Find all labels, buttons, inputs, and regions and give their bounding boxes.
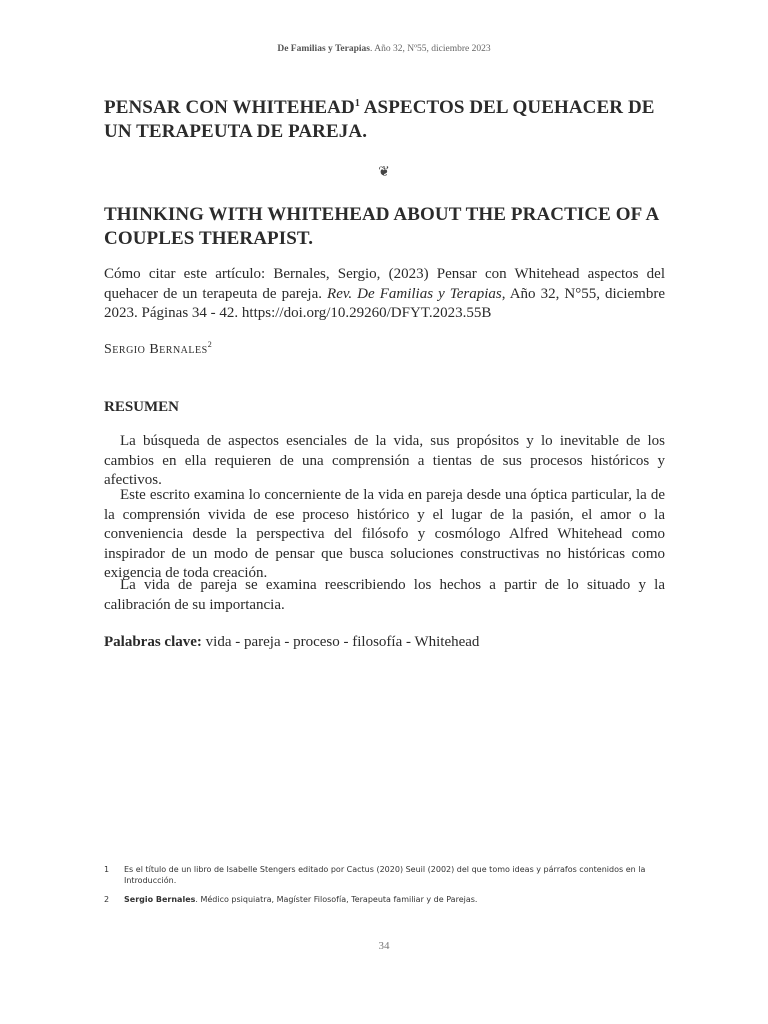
title-spanish — [104, 96, 669, 144]
footnote-ref-1[interactable]: 1 — [354, 98, 360, 109]
footnote-item — [104, 864, 669, 886]
footnote-text — [124, 894, 669, 905]
author — [104, 342, 212, 358]
citation — [104, 265, 665, 324]
page-number: 34 — [378, 940, 390, 952]
title-english: THINKING WITH WHITEHEAD ABOUT THE PRACTICE OF A COUPLES THERAPIST. — [104, 204, 659, 249]
footnote-bold: Sergio Bernales — [124, 895, 196, 904]
running-header — [0, 44, 768, 54]
title-spanish-main: PENSAR CON WHITEHEAD — [104, 97, 355, 118]
abstract-paragraph: La vida de pareja se examina reescribiendo los hechos a partir de lo situado y la calibración de su importancia. — [104, 577, 665, 613]
footnotes — [104, 864, 669, 913]
footnote-text — [124, 864, 669, 886]
footnote-item — [104, 894, 669, 905]
journal-name: De Familias y Terapias — [277, 44, 370, 54]
keywords — [104, 634, 479, 651]
citation-suffix: , Año 32, N°55, diciembre 2023. Páginas 34 - 42. https://doi.org/10.29260/DFYT.2023.55B — [104, 285, 665, 321]
abstract-paragraph: La búsqueda de aspectos esenciales de la vida, sus propósitos y lo inevitable de los cambios en ella requieren de una comprensión a tientas de sus procesos históricos y afectivos. — [104, 433, 665, 488]
title-spanish-rest: ASPECTOS DEL QUEHACER DE UN TERAPEUTA DE PAREJA. — [104, 97, 655, 142]
abstract-paragraph: Este escrito examina lo concerniente de la vida en pareja desde una óptica particular, la de la comprensión vivida de ese proceso histórico y el lugar de la pasión, el amor o la conveniencia desde la perspectiva del filósofo y cosmólogo Alfred Whitehead como inspirador de un modo de pensar que busca soluciones constructivas no históricas como exigencia de toda creación. — [104, 487, 665, 581]
keywords-value: vida - pareja - proceso - filosofía - Whitehead — [201, 634, 480, 650]
footnote-number: 2 — [104, 895, 110, 904]
abstract-heading: RESUMEN — [104, 399, 180, 415]
author-name: Sergio Bernales — [104, 342, 208, 357]
footnote-body: . Médico psiquiatra, Magíster Filosofía, Terapeuta familiar y de Parejas. — [195, 895, 478, 904]
footnote-number: 1 — [104, 865, 110, 874]
footnote-body: Es el título de un libro de Isabelle Stengers editado por Cactus (2020) Seuil (2002) del que tomo ideas y párrafos contenidos en la Introducción. — [124, 865, 646, 885]
keywords-label: Palabras clave: — [104, 634, 202, 650]
fleuron-ornament-icon: ❦ — [378, 165, 390, 180]
footnote-ref-2[interactable]: 2 — [207, 340, 213, 349]
citation-journal: Rev. De Familias y Terapias — [327, 285, 502, 302]
issue-info: . Año 32, Nº55, diciembre 2023 — [370, 44, 491, 54]
citation-prefix: Cómo citar este artículo: Bernales, Sergio, (2023) Pensar con Whitehead aspectos del quehacer de un terapeuta de pareja. — [104, 266, 665, 302]
